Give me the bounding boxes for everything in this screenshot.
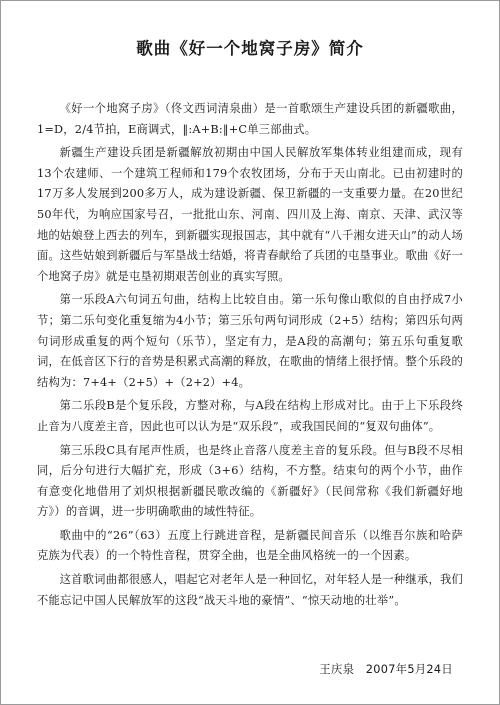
author-signature-date: 王庆泉 2007年5月24日 <box>319 663 453 676</box>
document-title: 歌曲《好一个地窝子房》简介 <box>136 39 364 58</box>
paragraph-conclusion: 这首歌词曲都很感人，唱起它对老年人是一种回忆，对年轻人是一种继承，我们不能忘记中国人民解放军的这段“战天斗地的豪情”、“惊天动地的壮举”。 <box>37 573 463 607</box>
paragraph-interval: 歌曲中的“26”（63）五度上行跳进音程，是新疆民间音乐（以维吾尔族和哈萨克族为代表）的一个特性音程，贯穿全曲，也是全曲风格统一的一个因素。 <box>37 528 463 563</box>
paragraph-section-b: 第二乐段B是个复乐段，方整对称，与A段在结构上形成对比。由于上下乐段终止音为八度差主音，因此也可以认为是“双乐段”，或我国民间的“复双句曲体”。 <box>37 399 463 433</box>
paragraph-background: 新疆生产建设兵团是新疆解放初期由中国人民解放军集体转业组建而成，现有13个农建师、一个建筑工程师和179个农牧团场，分布于天山南北。已由初建时的17万多人发展到200多万人，成为建设新疆、保卫新疆的一支重要力量。在20世纪50年代，为响应国家号召，一批批山东、河南、四川及上海、南京、天津、武汉等地的姑娘登上西去的列车，到新疆实现报国志，其中就有“八千湘女进天山”的动人场面。这些姑娘到新疆后与军垦战士结婚，将青春献给了兵团的屯垦事业。歌曲《好一个地窝子房》就是屯垦初期艰苦创业的真实写照。 <box>37 146 463 283</box>
paragraph-section-a: 第一乐段A六句词五句曲，结构上比较自由。第一乐句像山歌似的自由抒成7小节；第二乐句变化重复缩为4小节；第三乐句两句词形成（2+5）结构；第四乐句两句词形成重复的两个短句（乐节），坚定有力，是A段的高潮句；第五乐句重复歌词，在低音区下行的音势是积累式高潮的释放，在歌曲的情绪上很抒情。整个乐段的结构为：7+4+（2+5）+（2+2）+4。 <box>37 293 463 389</box>
paragraph-section-c: 第三乐段C具有尾声性质，也是终止音落八度差主音的复乐段。但与B段不尽相同，后分句进行大幅扩充，形成（3+6）结构，不方整。结束句的两个小节，曲作有意变化地借用了刘炽根据新疆民歌改编的《新疆好》（民间常称《我们新疆好地方》）的音调，进一步明确歌曲的域性特征。 <box>37 443 463 519</box>
paragraph-intro: 《好一个地窝子房》（佟文西词清泉曲）是一首歌颂生产建设兵团的新疆歌曲，1=D，2/4节拍，E商调式，‖:A+B:‖+C单三部曲式。 <box>37 102 463 136</box>
